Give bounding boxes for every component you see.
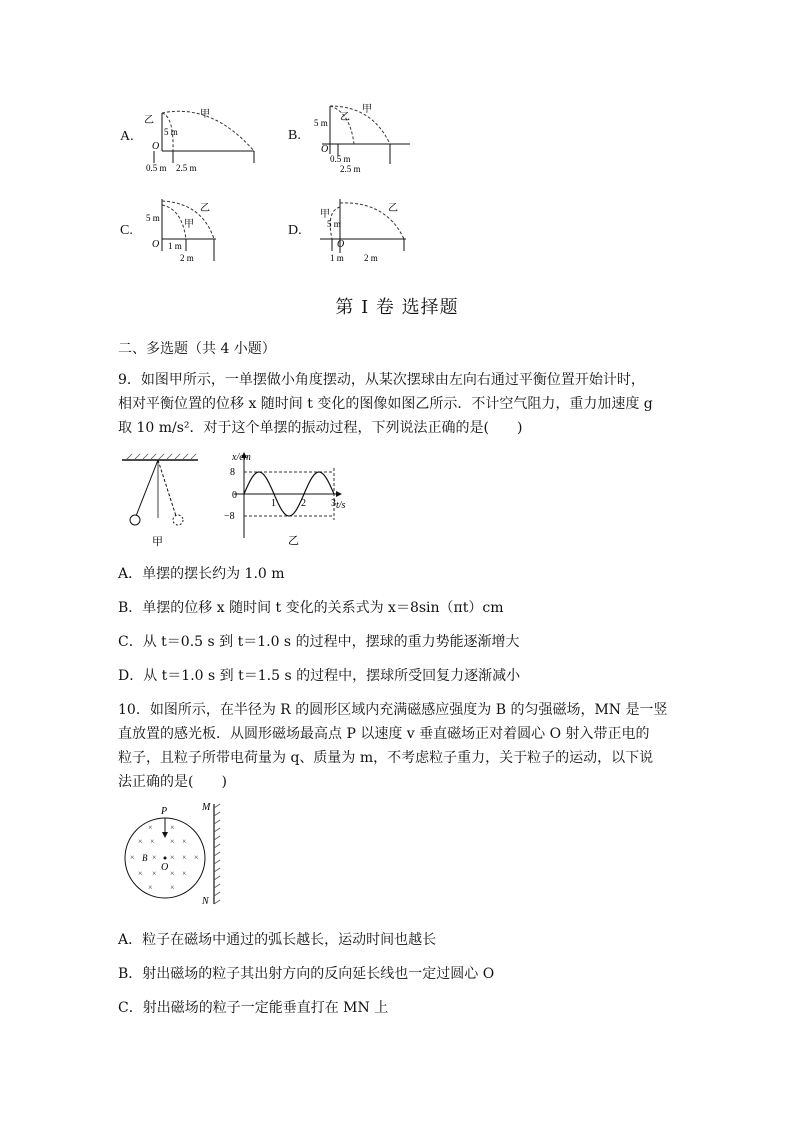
option-a-label: A.	[120, 129, 134, 144]
svg-text:×: ×	[170, 853, 175, 862]
option-a-origin: O	[152, 141, 160, 152]
graph-x-tick-3: 3	[331, 498, 336, 509]
q10-line1: 10．如图所示，在半径为 R 的圆形区域内充满磁感应强度为 B 的匀强磁场，MN 是一竖	[118, 702, 668, 718]
option-a-d1: 0.5 m	[146, 163, 167, 173]
option-c-jia: 甲	[184, 219, 194, 230]
pendulum-bob-dashed	[173, 515, 183, 525]
q9-line1: 9．如图甲所示，一单摆做小角度摆动，从某次摆球由左向右通过平衡位置开始计时，	[118, 372, 645, 388]
option-c-figure	[142, 195, 262, 270]
q10-option-b[interactable]: B．射出磁场的粒子其出射方向的反向延长线也一定过圆心 O	[118, 966, 495, 982]
svg-text:×: ×	[148, 883, 153, 892]
option-b-jia: 甲	[362, 104, 372, 115]
option-b-height: 5 m	[314, 118, 328, 128]
q9-option-a[interactable]: A．单摆的摆长约为 1.0 m	[118, 566, 285, 582]
svg-text:×: ×	[152, 853, 157, 862]
fig-jia-caption: 甲	[152, 536, 163, 548]
option-c-origin: O	[152, 239, 160, 250]
q10-line4: 法正确的是( )	[118, 774, 227, 790]
q10-option-c[interactable]: C．射出磁场的粒子一定能垂直打在 MN 上	[118, 1000, 389, 1016]
velocity-arrowhead	[162, 832, 168, 838]
option-c-d1: 1 m	[168, 241, 182, 251]
svg-text:×: ×	[138, 869, 143, 878]
svg-text:×: ×	[194, 853, 199, 862]
q10-line2: 直放置的感光板．从圆形磁场最高点 P 以速度 v 垂直磁场正对着圆心 O 射入带正电的	[118, 726, 650, 742]
section-title: 第 I 卷 选择题	[335, 297, 459, 318]
magnetic-field-figure	[118, 800, 228, 912]
svg-text:×: ×	[150, 837, 155, 846]
option-d-height: 5 m	[327, 219, 341, 229]
graph-y-tick-neg: −8	[224, 511, 235, 522]
option-b-figure	[310, 100, 425, 175]
option-a-figure	[142, 105, 272, 175]
graph-y-tick-pos: 8	[230, 467, 235, 478]
point-p-label: P	[161, 806, 168, 817]
center-dot	[164, 857, 167, 860]
option-b-path-jia	[330, 106, 390, 144]
option-a-jia: 甲	[200, 109, 210, 120]
option-c[interactable]	[118, 195, 268, 270]
graph-xlabel: t/s	[336, 500, 346, 511]
q10-option-a[interactable]: A．粒子在磁场中通过的弧长越长，运动时间也越长	[118, 932, 437, 948]
svg-text:×: ×	[138, 837, 143, 846]
option-d-origin: O	[337, 239, 345, 250]
option-b-label: B.	[288, 128, 301, 143]
option-d-d1: 1 m	[330, 253, 344, 263]
q9-option-d[interactable]: D．从 t＝1.0 s 到 t＝1.5 s 的过程中，摆球所受回复力逐渐减小	[118, 668, 521, 684]
svg-text:×: ×	[148, 823, 153, 832]
fig-yi-caption: 乙	[288, 535, 299, 547]
section2-heading: 二、多选题（共 4 小题）	[118, 341, 276, 357]
option-b-d2: 2.5 m	[340, 164, 361, 174]
option-a-d2: 2.5 m	[176, 163, 197, 173]
screen-n-label: N	[202, 896, 209, 907]
graph-y-tick-zero: 0	[232, 490, 237, 501]
option-c-d2: 2 m	[180, 253, 194, 263]
option-b-d1: 0.5 m	[330, 154, 351, 164]
graph-x-arrow	[336, 491, 342, 497]
graph-x-tick-1: 1	[271, 498, 276, 509]
field-b-label: B	[142, 853, 148, 863]
svg-text:×: ×	[170, 883, 175, 892]
option-d-label: D.	[288, 223, 302, 238]
option-d-d2: 2 m	[364, 253, 378, 263]
q10-line3: 粒子，且粒子所带电荷量为 q、质量为 m，不考虑粒子重力，关于粒子的运动，以下说	[118, 750, 654, 766]
option-a-yi: 乙	[144, 115, 154, 126]
q9-option-c[interactable]: C．从 t＝0.5 s 到 t＝1.0 s 的过程中，摆球的重力势能逐渐增大	[118, 634, 520, 650]
screen-m-label: M	[202, 802, 211, 813]
svg-text:×: ×	[182, 853, 187, 862]
option-b-origin: O	[321, 144, 329, 155]
option-d-figure	[310, 195, 435, 270]
option-c-yi: 乙	[200, 203, 210, 214]
pendulum-figure	[118, 450, 208, 550]
pendulum-hatching	[126, 454, 196, 460]
pendulum-string	[136, 460, 158, 516]
q9-option-b[interactable]: B．单摆的位移 x 随时间 t 变化的关系式为 x＝8sin（πt）cm	[118, 600, 504, 616]
option-d-yi: 乙	[388, 203, 398, 214]
graph-ylabel: x/cm	[232, 452, 251, 463]
oscillation-graph	[222, 448, 362, 548]
q9-line3: 取 10 m/s²．对于这个单摆的振动过程，下列说法正确的是( )	[118, 420, 523, 436]
option-a[interactable]	[118, 105, 268, 175]
svg-text:×: ×	[170, 837, 175, 846]
option-c-path-jia	[162, 205, 186, 239]
svg-text:×: ×	[182, 869, 187, 878]
svg-text:×: ×	[152, 869, 157, 878]
option-b[interactable]	[286, 100, 426, 175]
option-c-label: C.	[120, 223, 133, 238]
svg-text:×: ×	[170, 869, 175, 878]
center-o-label: O	[161, 862, 169, 873]
screen-hatching	[214, 804, 220, 904]
option-d[interactable]	[286, 195, 436, 270]
q9-line2: 相对平衡位置的位移 x 随时间 t 变化的图像如图乙所示．不计空气阻力，重力加速度 g	[118, 396, 653, 412]
option-a-height: 5 m	[164, 127, 178, 137]
option-b-yi: 乙	[340, 112, 350, 123]
option-c-height: 5 m	[146, 213, 160, 223]
svg-text:×: ×	[170, 823, 175, 832]
svg-text:×: ×	[182, 837, 187, 846]
pendulum-string-dashed	[158, 460, 176, 516]
option-d-jia: 甲	[320, 209, 330, 220]
svg-text:×: ×	[130, 853, 135, 862]
graph-x-tick-2: 2	[301, 498, 306, 509]
pendulum-bob	[130, 515, 140, 525]
